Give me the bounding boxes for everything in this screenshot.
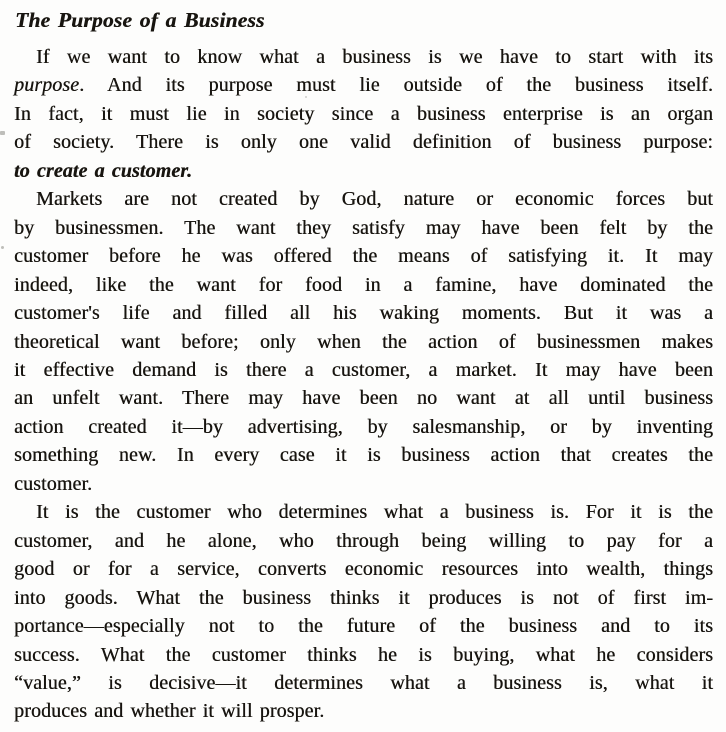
body-text: of society. There is only one valid definition of business purpose: — [14, 131, 713, 154]
body-text: something new. In every case it is business action that creates the — [14, 444, 713, 467]
scan-speck — [305, 96, 307, 98]
body-text: action created it—by advertising, by salesmanship, or by inventing — [14, 415, 713, 438]
body-text: customer, and he alone, who through being willing to pay for a — [14, 529, 713, 552]
paragraph — [14, 185, 713, 498]
text-line — [14, 299, 713, 327]
body-text: portance—especially not to the future of the business and to its — [14, 615, 713, 638]
body-text: an unfelt want. There may have been no want at all until business — [14, 387, 713, 410]
text-line — [14, 100, 713, 128]
text-line — [14, 555, 713, 583]
body-text: theoretical want before; only when the action of businessmen makes — [14, 330, 713, 353]
text-line — [14, 697, 713, 725]
text-line — [14, 214, 713, 242]
body-text: good or for a service, converts economic resources into wealth, things — [14, 558, 713, 581]
body-text: customer's life and filled all his waking moments. But it was a — [14, 302, 713, 325]
text-line — [14, 612, 713, 640]
emphasized-text: purpose — [14, 74, 80, 97]
text-line — [14, 669, 713, 697]
text-line — [14, 527, 713, 555]
text-line — [14, 413, 713, 441]
text-line — [14, 71, 713, 99]
text-line — [14, 328, 713, 356]
text-line — [14, 271, 713, 299]
text-line — [14, 356, 713, 384]
body-text: customer. — [14, 472, 93, 495]
key-phrase: to create a customer. — [14, 159, 193, 182]
text-line — [14, 441, 713, 469]
text-line — [14, 43, 713, 71]
paragraph — [14, 43, 713, 185]
text-line — [14, 584, 713, 612]
text-line — [14, 157, 713, 185]
body-text: In fact, it must lie in society since a business enterprise is an organ — [14, 102, 713, 125]
text-line — [14, 470, 713, 498]
body-text: It is the customer who determines what a business is. For it is the — [36, 501, 713, 524]
text-line — [14, 384, 713, 412]
text-line — [14, 498, 713, 526]
page-title: The Purpose of a Business — [15, 8, 265, 32]
body-text: If we want to know what a business is we have to start with its — [36, 46, 713, 68]
text-line — [14, 242, 713, 270]
body-text: Markets are not created by God, nature or economic forces but — [36, 188, 713, 211]
scan-speck — [1, 246, 4, 249]
text-line — [14, 128, 713, 156]
body-text: by businessmen. The want they satisfy may have been felt by the — [14, 216, 713, 239]
body-text: into goods. What the business thinks it produces is not of first im- — [14, 586, 713, 609]
body-text: “value,” is decisive—it determines what a business is, what it — [14, 671, 713, 694]
text-line — [14, 185, 713, 213]
text-line — [14, 641, 713, 669]
body-text: indeed, like the want for food in a famine, have dominated the — [14, 273, 713, 296]
body-text: success. What the customer thinks he is buying, what he considers — [14, 643, 713, 666]
body-text: customer before he was offered the means of satisfying it. It may — [14, 245, 713, 268]
body-text: . And its purpose must lie outside of the business itself. — [79, 74, 713, 97]
paragraph — [14, 498, 713, 726]
body-text: it effective demand is there a customer, a market. It may have been — [14, 358, 713, 381]
page-body — [14, 43, 713, 726]
scan-speck — [0, 131, 5, 135]
body-text: produces and whether it will prosper. — [14, 700, 325, 723]
